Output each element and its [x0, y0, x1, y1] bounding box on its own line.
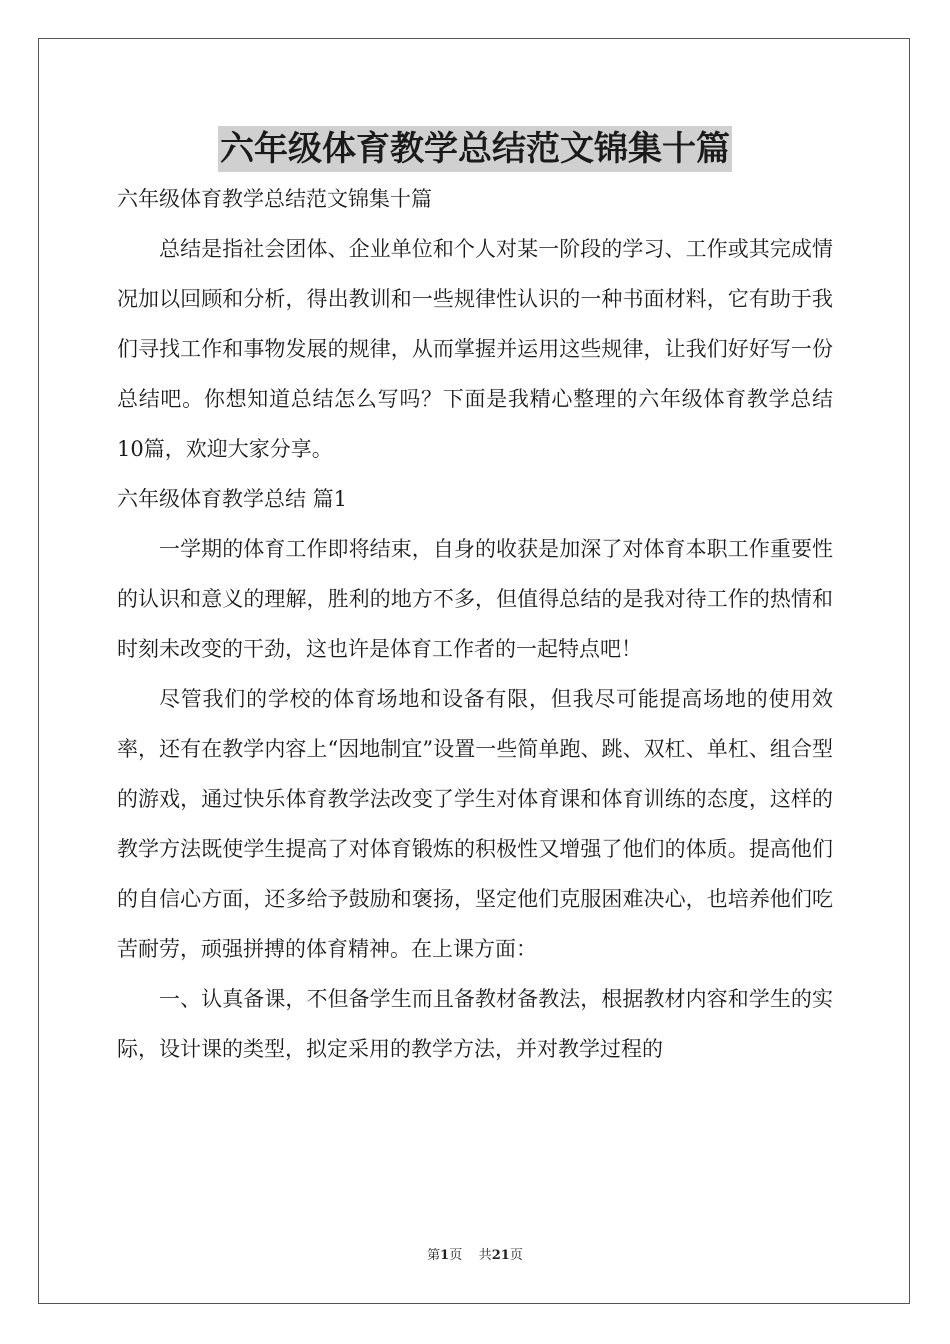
body-paragraph-1: 一学期的体育工作即将结束，自身的收获是加深了对体育本职工作重要性的认识和意义的理解，胜利的地方不多，但值得总结的是我对待工作的热情和时刻未改变的干劲，这也许是体育工作者的一起特点吧！ [117, 537, 833, 661]
section-heading: 六年级体育教学总结 篇1 [117, 487, 348, 511]
body-paragraph-2: 尽管我们的学校的体育场地和设备有限，但我尽可能提高场地的使用效率，还有在教学内容上“因地制宜”设置一些简单跑、跳、双杠、单杠、组合型的游戏，通过快乐体育教学法改变了学生对体育课和体育训练的态度，这样的教学方法既使学生提高了对体育锻炼的积极性又增强了他们的体质。提高他们的自信心方面，还多给予鼓励和褒扬，坚定他们克服困难决心，也培养他们吃苦耐劳，顽强拼搏的体育精神。在上课方面： [117, 687, 833, 961]
document-body [117, 174, 833, 1074]
total-suffix: 页 [509, 1248, 523, 1263]
page-suffix: 页 [449, 1248, 463, 1263]
document-subtitle: 六年级体育教学总结范文锦集十篇 [117, 187, 432, 211]
title-container [0, 126, 950, 172]
page-prefix: 第 [427, 1248, 441, 1263]
total-prefix: 共 [478, 1248, 492, 1263]
intro-paragraph: 总结是指社会团体、企业单位和个人对某一阶段的学习、工作或其完成情况加以回顾和分析，得出教训和一些规律性认识的一种书面材料，它有助于我们寻找工作和事物发展的规律，从而掌握并运用这些规律，让我们好好写一份总结吧。你想知道总结怎么写吗？下面是我精心整理的六年级体育教学总结10篇，欢迎大家分享。 [117, 237, 833, 461]
body-paragraph-3: 一、认真备课，不但备学生而且备教材备教法，根据教材内容和学生的实际，设计课的类型，拟定采用的教学方法，并对教学过程的 [117, 987, 833, 1061]
page-footer [0, 1247, 950, 1265]
page-number: 1 [440, 1248, 450, 1263]
total-pages: 21 [491, 1248, 510, 1263]
document-title: 六年级体育教学总结范文锦集十篇 [218, 126, 732, 172]
